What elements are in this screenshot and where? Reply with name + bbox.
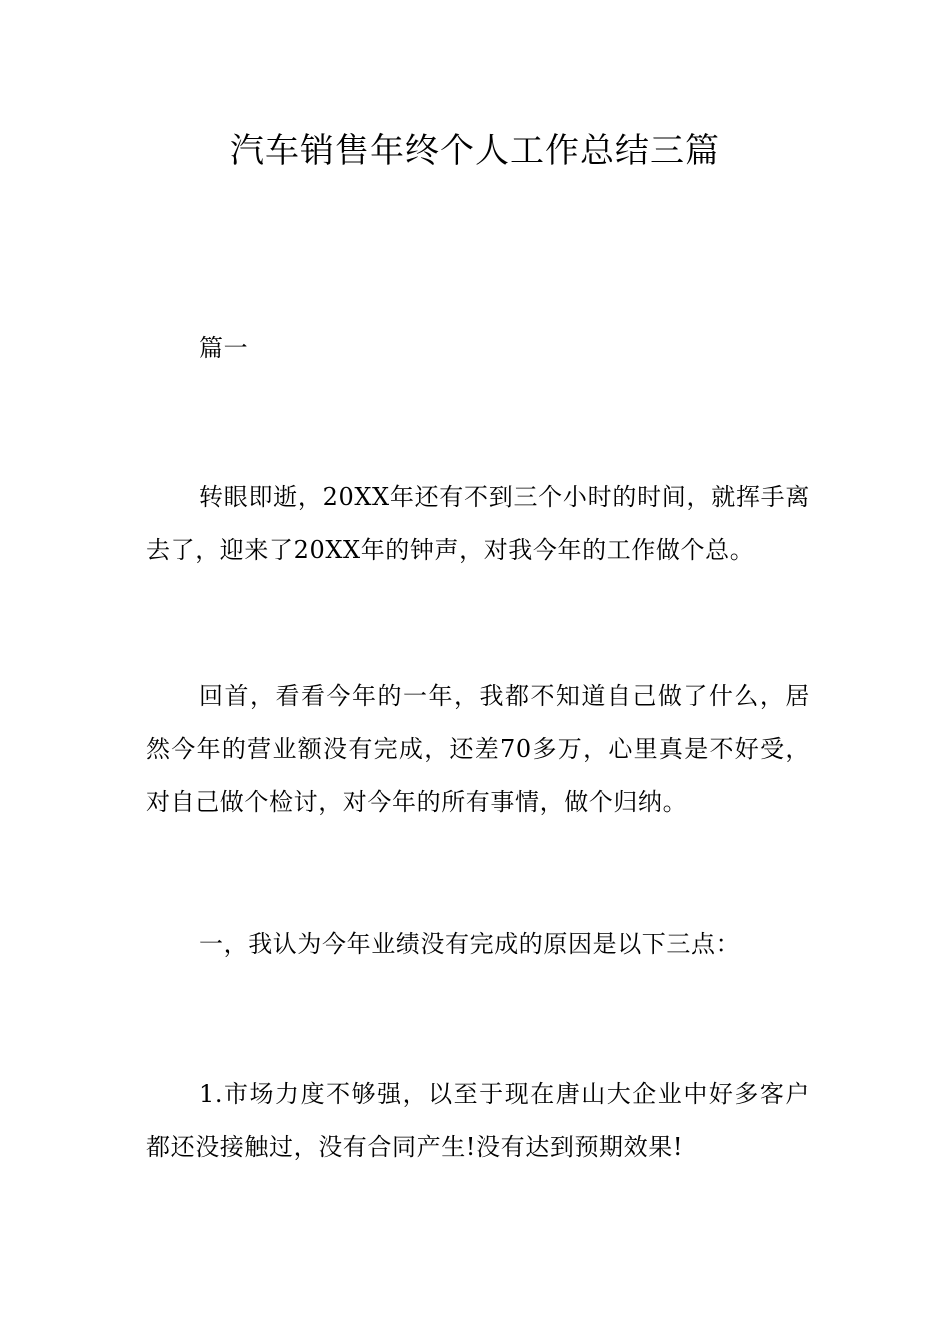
paragraph-4: 1.市场力度不够强，以至于现在唐山大企业中好多客户都还没接触过，没有合同产生!没有达到预期效果!	[146, 1080, 810, 1161]
document-title: 汽车销售年终个人工作总结三篇	[230, 131, 720, 171]
paragraph-2: 回首，看看今年的一年，我都不知道自己做了什么，居然今年的营业额没有完成，还差70多万，心里真是不好受，对自己做个检讨，对今年的所有事情，做个归纳。	[146, 682, 810, 816]
section-heading: 篇一	[199, 334, 249, 362]
paragraph-3: 一，我认为今年业绩没有完成的原因是以下三点：	[199, 930, 741, 958]
paragraph-1: 转眼即逝，20XX年还有不到三个小时的时间，就挥手离去了，迎来了20XX年的钟声，对我今年的工作做个总。	[146, 483, 810, 564]
